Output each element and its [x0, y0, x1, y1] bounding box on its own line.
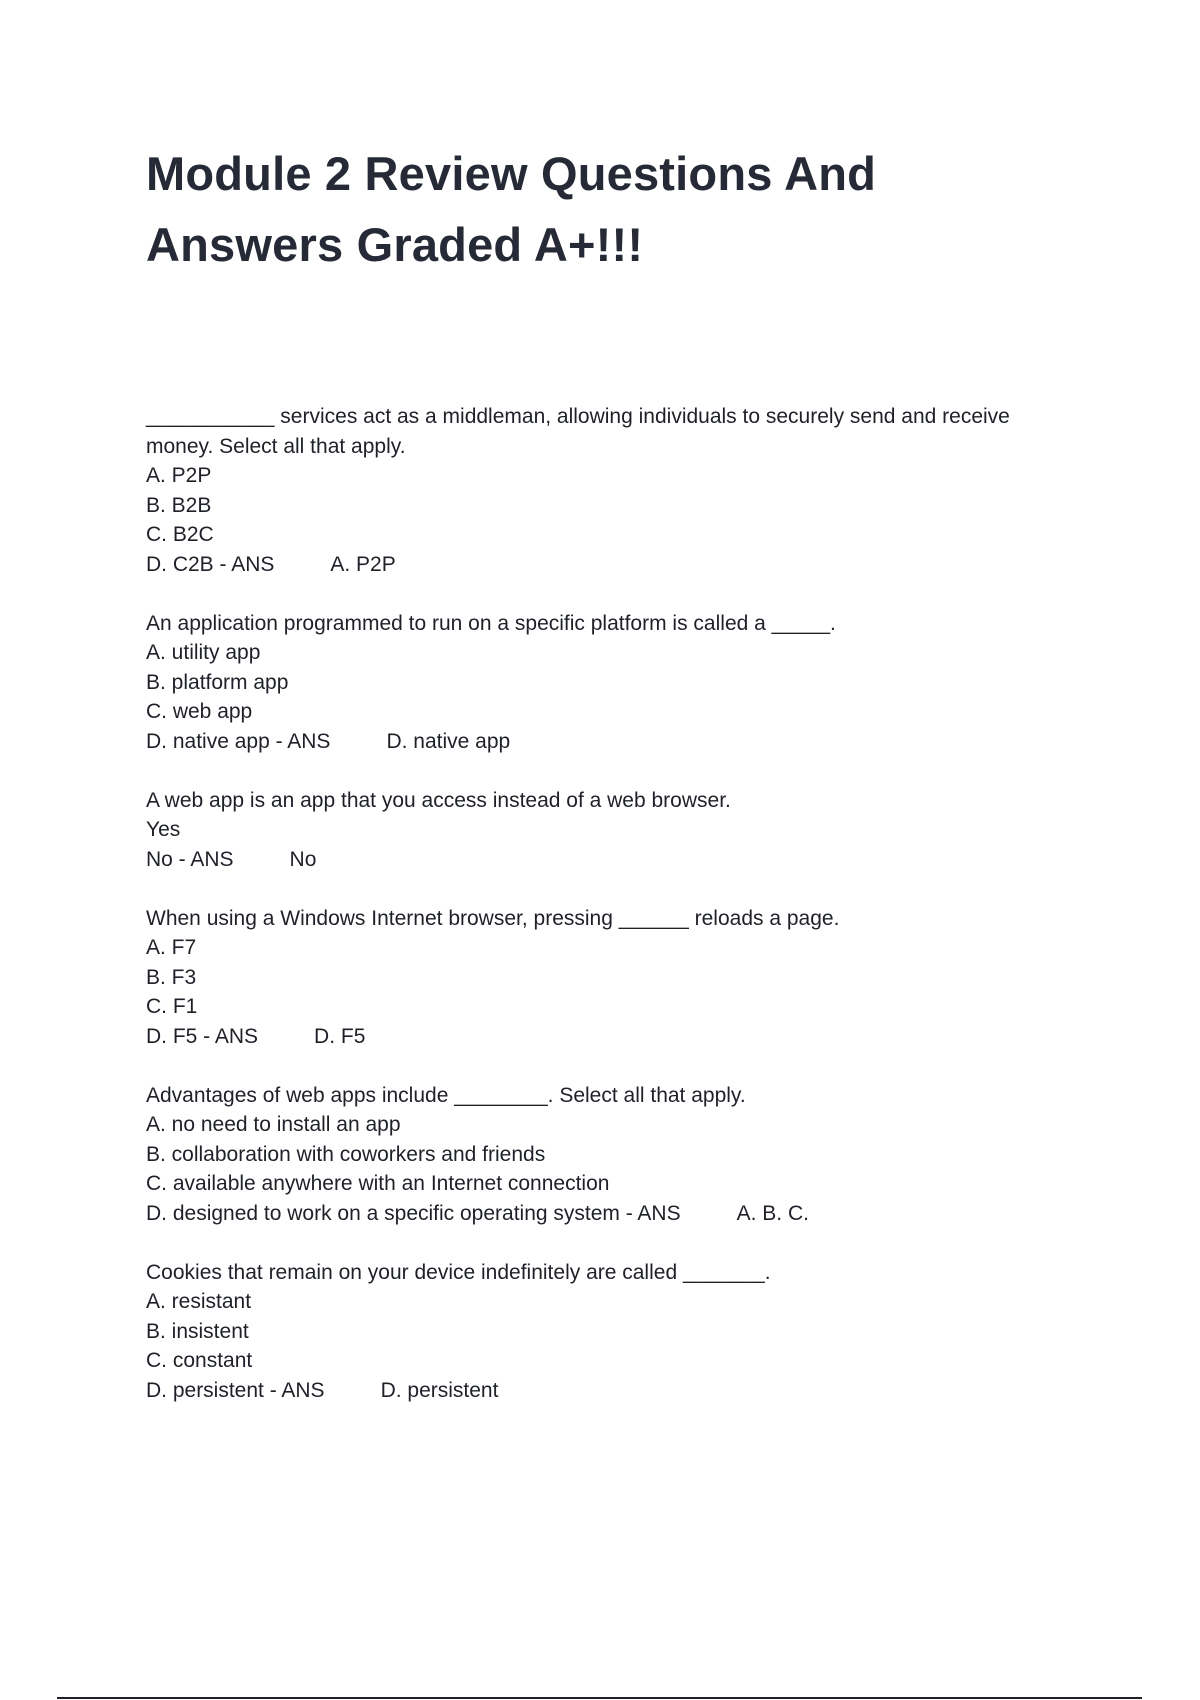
answer-option-marked: D. persistent - ANS [146, 1378, 325, 1402]
answer-option-marked: D. native app - ANS [146, 729, 331, 753]
answer-option-marked: D. designed to work on a specific operating system - ANS [146, 1201, 681, 1225]
question-block [146, 609, 1076, 757]
page-title: Module 2 Review Questions And Answers Graded A+!!! [146, 147, 877, 271]
correct-answer: D. persistent [380, 1378, 499, 1402]
correct-answer: D. native app [386, 729, 511, 753]
answer-option: A. resistant [146, 1290, 252, 1313]
answer-option: A. P2P [146, 464, 212, 487]
question-block [146, 786, 1076, 875]
question-block [146, 1258, 1076, 1406]
question-prompt: Advantages of web apps include ________. Select all that apply. [146, 1083, 746, 1107]
answer-line [146, 845, 1076, 875]
footer-divider [57, 1697, 1142, 1699]
answer-option: B. F3 [146, 965, 197, 989]
correct-answer: A. P2P [330, 552, 396, 576]
question-prompt: An application programmed to run on a specific platform is called a _____. [146, 611, 836, 635]
answer-option: A. utility app [146, 641, 261, 664]
answer-option-marked: D. C2B - ANS [146, 552, 275, 576]
question-prompt: ___________ services act as a middleman, allowing individuals to securely send and receive money. Select all that apply. [146, 405, 1016, 458]
question-prompt: When using a Windows Internet browser, pressing ______ reloads a page. [146, 906, 840, 930]
answer-option-marked: No - ANS [146, 847, 234, 871]
answer-option: B. platform app [146, 670, 289, 694]
answer-option: C. B2C [146, 523, 214, 546]
answer-option: C. F1 [146, 995, 198, 1018]
answer-line [146, 550, 1076, 580]
question-prompt: Cookies that remain on your device indefinitely are called _______. [146, 1260, 771, 1284]
question-prompt: A web app is an app that you access instead of a web browser. [146, 788, 731, 812]
question-block [146, 1081, 1076, 1229]
answer-line [146, 1199, 1076, 1229]
question-list [146, 402, 1076, 1435]
answer-option: C. web app [146, 700, 253, 723]
answer-option: B. collaboration with coworkers and friends [146, 1142, 546, 1166]
answer-option: Yes [146, 818, 181, 841]
answer-option: B. insistent [146, 1319, 249, 1343]
question-block [146, 904, 1076, 1052]
correct-answer: D. F5 [314, 1024, 366, 1048]
answer-option: A. F7 [146, 936, 197, 959]
answer-option: A. no need to install an app [146, 1113, 401, 1136]
correct-answer: A. B. C. [736, 1201, 809, 1225]
question-block [146, 402, 1076, 579]
answer-option: B. B2B [146, 493, 212, 517]
answer-line [146, 1022, 1076, 1052]
answer-line [146, 1376, 1076, 1406]
answer-line [146, 727, 1076, 757]
answer-option: C. available anywhere with an Internet connection [146, 1172, 610, 1195]
answer-option: C. constant [146, 1349, 253, 1372]
correct-answer: No [289, 847, 317, 871]
answer-option-marked: D. F5 - ANS [146, 1024, 259, 1048]
